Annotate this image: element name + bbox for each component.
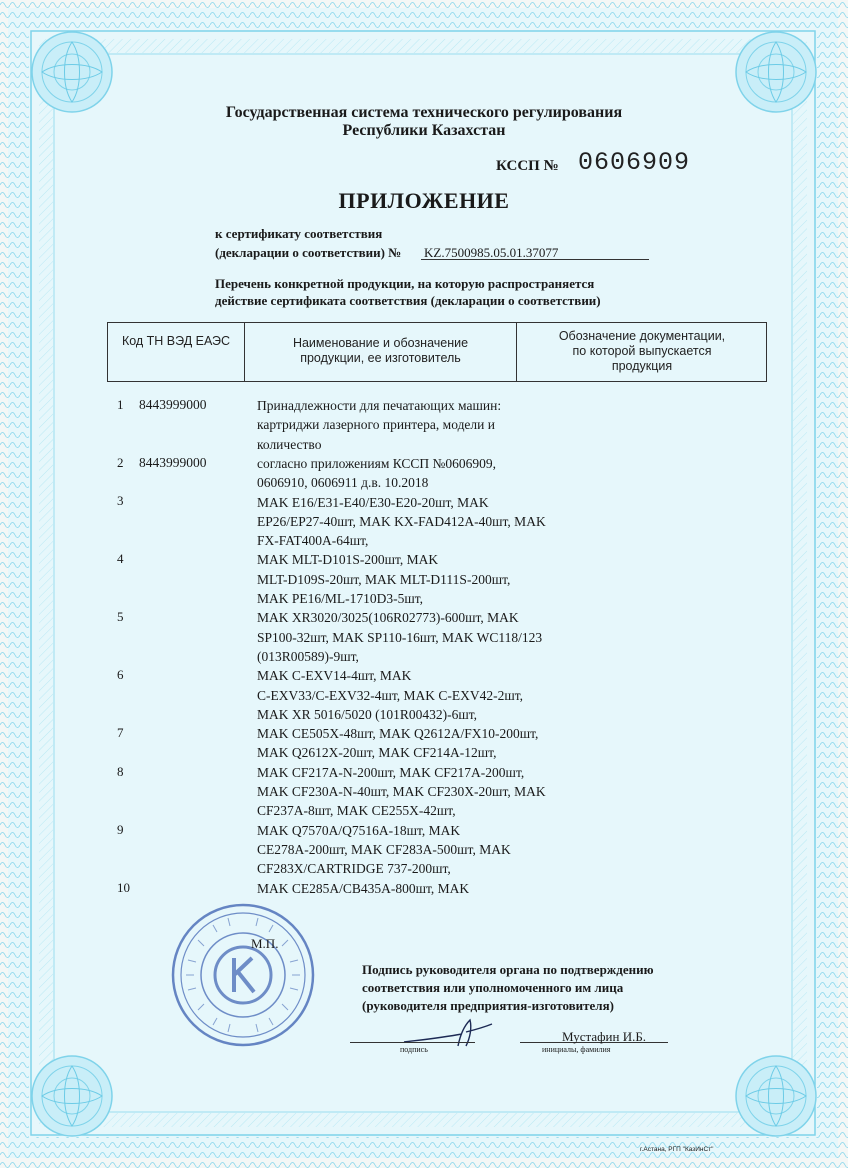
product-description-line: MAK XR 5016/5020 (101R00432)-6шт,	[257, 707, 478, 722]
product-description-line: MAK PE16/ML-1710D3-5шт,	[257, 591, 424, 606]
product-description-line: согласно приложениям КССП №0606909,	[257, 456, 497, 471]
header-line-2: Республики Казахстан	[342, 122, 506, 139]
name-caption: инициалы, фамилия	[542, 1045, 611, 1054]
certificate-number-underline	[421, 259, 649, 260]
product-description-line: MAK CF230A-N-40шт, MAK CF230X-20шт, MAK	[257, 784, 546, 799]
kssp-number: 0606909	[578, 148, 691, 177]
list-heading-line-2: действие сертификата соответствия (декларации о соответствии)	[215, 293, 601, 308]
row-number: 1	[117, 397, 124, 412]
column-header-line: Код ТН ВЭД ЕАЭС	[121, 334, 231, 348]
corner-rosette-icon	[736, 32, 816, 112]
row-number: 8	[117, 764, 124, 779]
product-description-line: CF283X/CARTRIDGE 737-200шт,	[257, 861, 451, 876]
row-number: 5	[117, 609, 124, 624]
product-description-line: MAK E16/E31-E40/E30-E20-20шт, MAK	[257, 495, 489, 510]
corner-rosette-icon	[32, 32, 112, 112]
product-description-line: MAK CE285A/CB435A-800шт, MAK	[257, 881, 470, 896]
product-description-line: FX-FAT400A-64шт,	[257, 533, 369, 548]
certificate-line-2: (декларации о соответствии) №	[215, 245, 402, 260]
product-description-line: CE278A-200шт, MAK CF283A-500шт, MAK	[257, 842, 511, 857]
row-number: 7	[117, 725, 124, 740]
header-line-1: Государственная система технического регулирования	[225, 104, 623, 121]
column-header-line: Обозначение документации,	[558, 329, 726, 343]
product-description-line: MAK XR3020/3025(106R02773)-600шт, MAK	[257, 610, 519, 625]
column-header-documentation	[517, 329, 767, 374]
column-header-line: по которой выпускается	[572, 344, 712, 358]
product-description-line: Принадлежности для печатающих машин:	[257, 398, 502, 413]
signer-name: Мустафин И.Б.	[562, 1029, 647, 1044]
column-header-code	[108, 334, 244, 349]
official-stamp-icon	[168, 900, 318, 1050]
list-heading-line-1: Перечень конкретной продукции, на которую распространяется	[215, 276, 595, 291]
product-description-line: количество	[257, 437, 322, 452]
product-description-line: (013R00589)-9шт,	[257, 649, 359, 664]
column-header-name	[245, 336, 516, 366]
column-header-line: продукция	[611, 359, 673, 373]
certificate-line-1: к сертификату соответствия	[215, 226, 383, 241]
product-description-line: MAK CF217A-N-200шт, MAK CF217A-200шт,	[257, 765, 525, 780]
row-number: 4	[117, 551, 124, 566]
product-description-line: 0606910, 0606911 д.в. 10.2018	[257, 475, 429, 490]
product-description-line: MAK C-EXV14-4шт, MAK	[257, 668, 412, 683]
corner-rosette-icon	[32, 1056, 112, 1136]
row-hs-code: 8443999000	[139, 455, 207, 470]
signature-heading-line-3: (руководителя предприятия-изготовителя)	[362, 998, 614, 1013]
product-description-line: картриджи лазерного принтера, модели и	[257, 417, 495, 432]
signature-caption: подпись	[400, 1045, 428, 1054]
row-number: 3	[117, 493, 124, 508]
row-number: 2	[117, 455, 124, 470]
product-description-line: MAK CE505X-48шт, MAK Q2612A/FX10-200шт,	[257, 726, 539, 741]
column-header-line: продукции, ее изготовитель	[300, 351, 461, 365]
product-description-line: EP26/EP27-40шт, MAK KX-FAD412A-40шт, MAK	[257, 514, 546, 529]
printer-mark: г.Астана, РГП "КазИнСт"	[640, 1146, 714, 1153]
product-description-line: MAK Q2612X-20шт, MAK CF214A-12шт,	[257, 745, 497, 760]
signature-heading-line-1: Подпись руководителя органа по подтверждению	[362, 962, 654, 977]
product-description-line: MLT-D109S-20шт, MAK MLT-D111S-200шт,	[257, 572, 511, 587]
kssp-label: КССП №	[496, 158, 559, 174]
certificate-number: KZ.7500985.05.01.37077	[424, 245, 559, 260]
column-header-line: Наименование и обозначение	[292, 336, 469, 350]
table-header	[107, 322, 767, 382]
product-description-line: SP100-32шт, MAK SP110-16шт, MAK WC118/123	[257, 630, 543, 645]
signature-heading-line-2: соответствия или уполномоченного им лица	[362, 980, 624, 995]
row-number: 6	[117, 667, 124, 682]
row-number: 9	[117, 822, 124, 837]
signature-underline	[350, 1042, 475, 1043]
product-description-line: CF237A-8шт, MAK CE255X-42шт,	[257, 803, 456, 818]
corner-rosette-icon	[736, 1056, 816, 1136]
stamp-place-label: М.П.	[251, 936, 279, 951]
row-hs-code: 8443999000	[139, 397, 207, 412]
product-description-line: MAK Q7570A/Q7516A-18шт, MAK	[257, 823, 461, 838]
product-description-line: C-EXV33/C-EXV32-4шт, MAK C-EXV42-2шт,	[257, 688, 524, 703]
row-number: 10	[117, 880, 130, 895]
product-description-line: MAK MLT-D101S-200шт, MAK	[257, 552, 439, 567]
page-title: ПРИЛОЖЕНИЕ	[338, 188, 510, 213]
